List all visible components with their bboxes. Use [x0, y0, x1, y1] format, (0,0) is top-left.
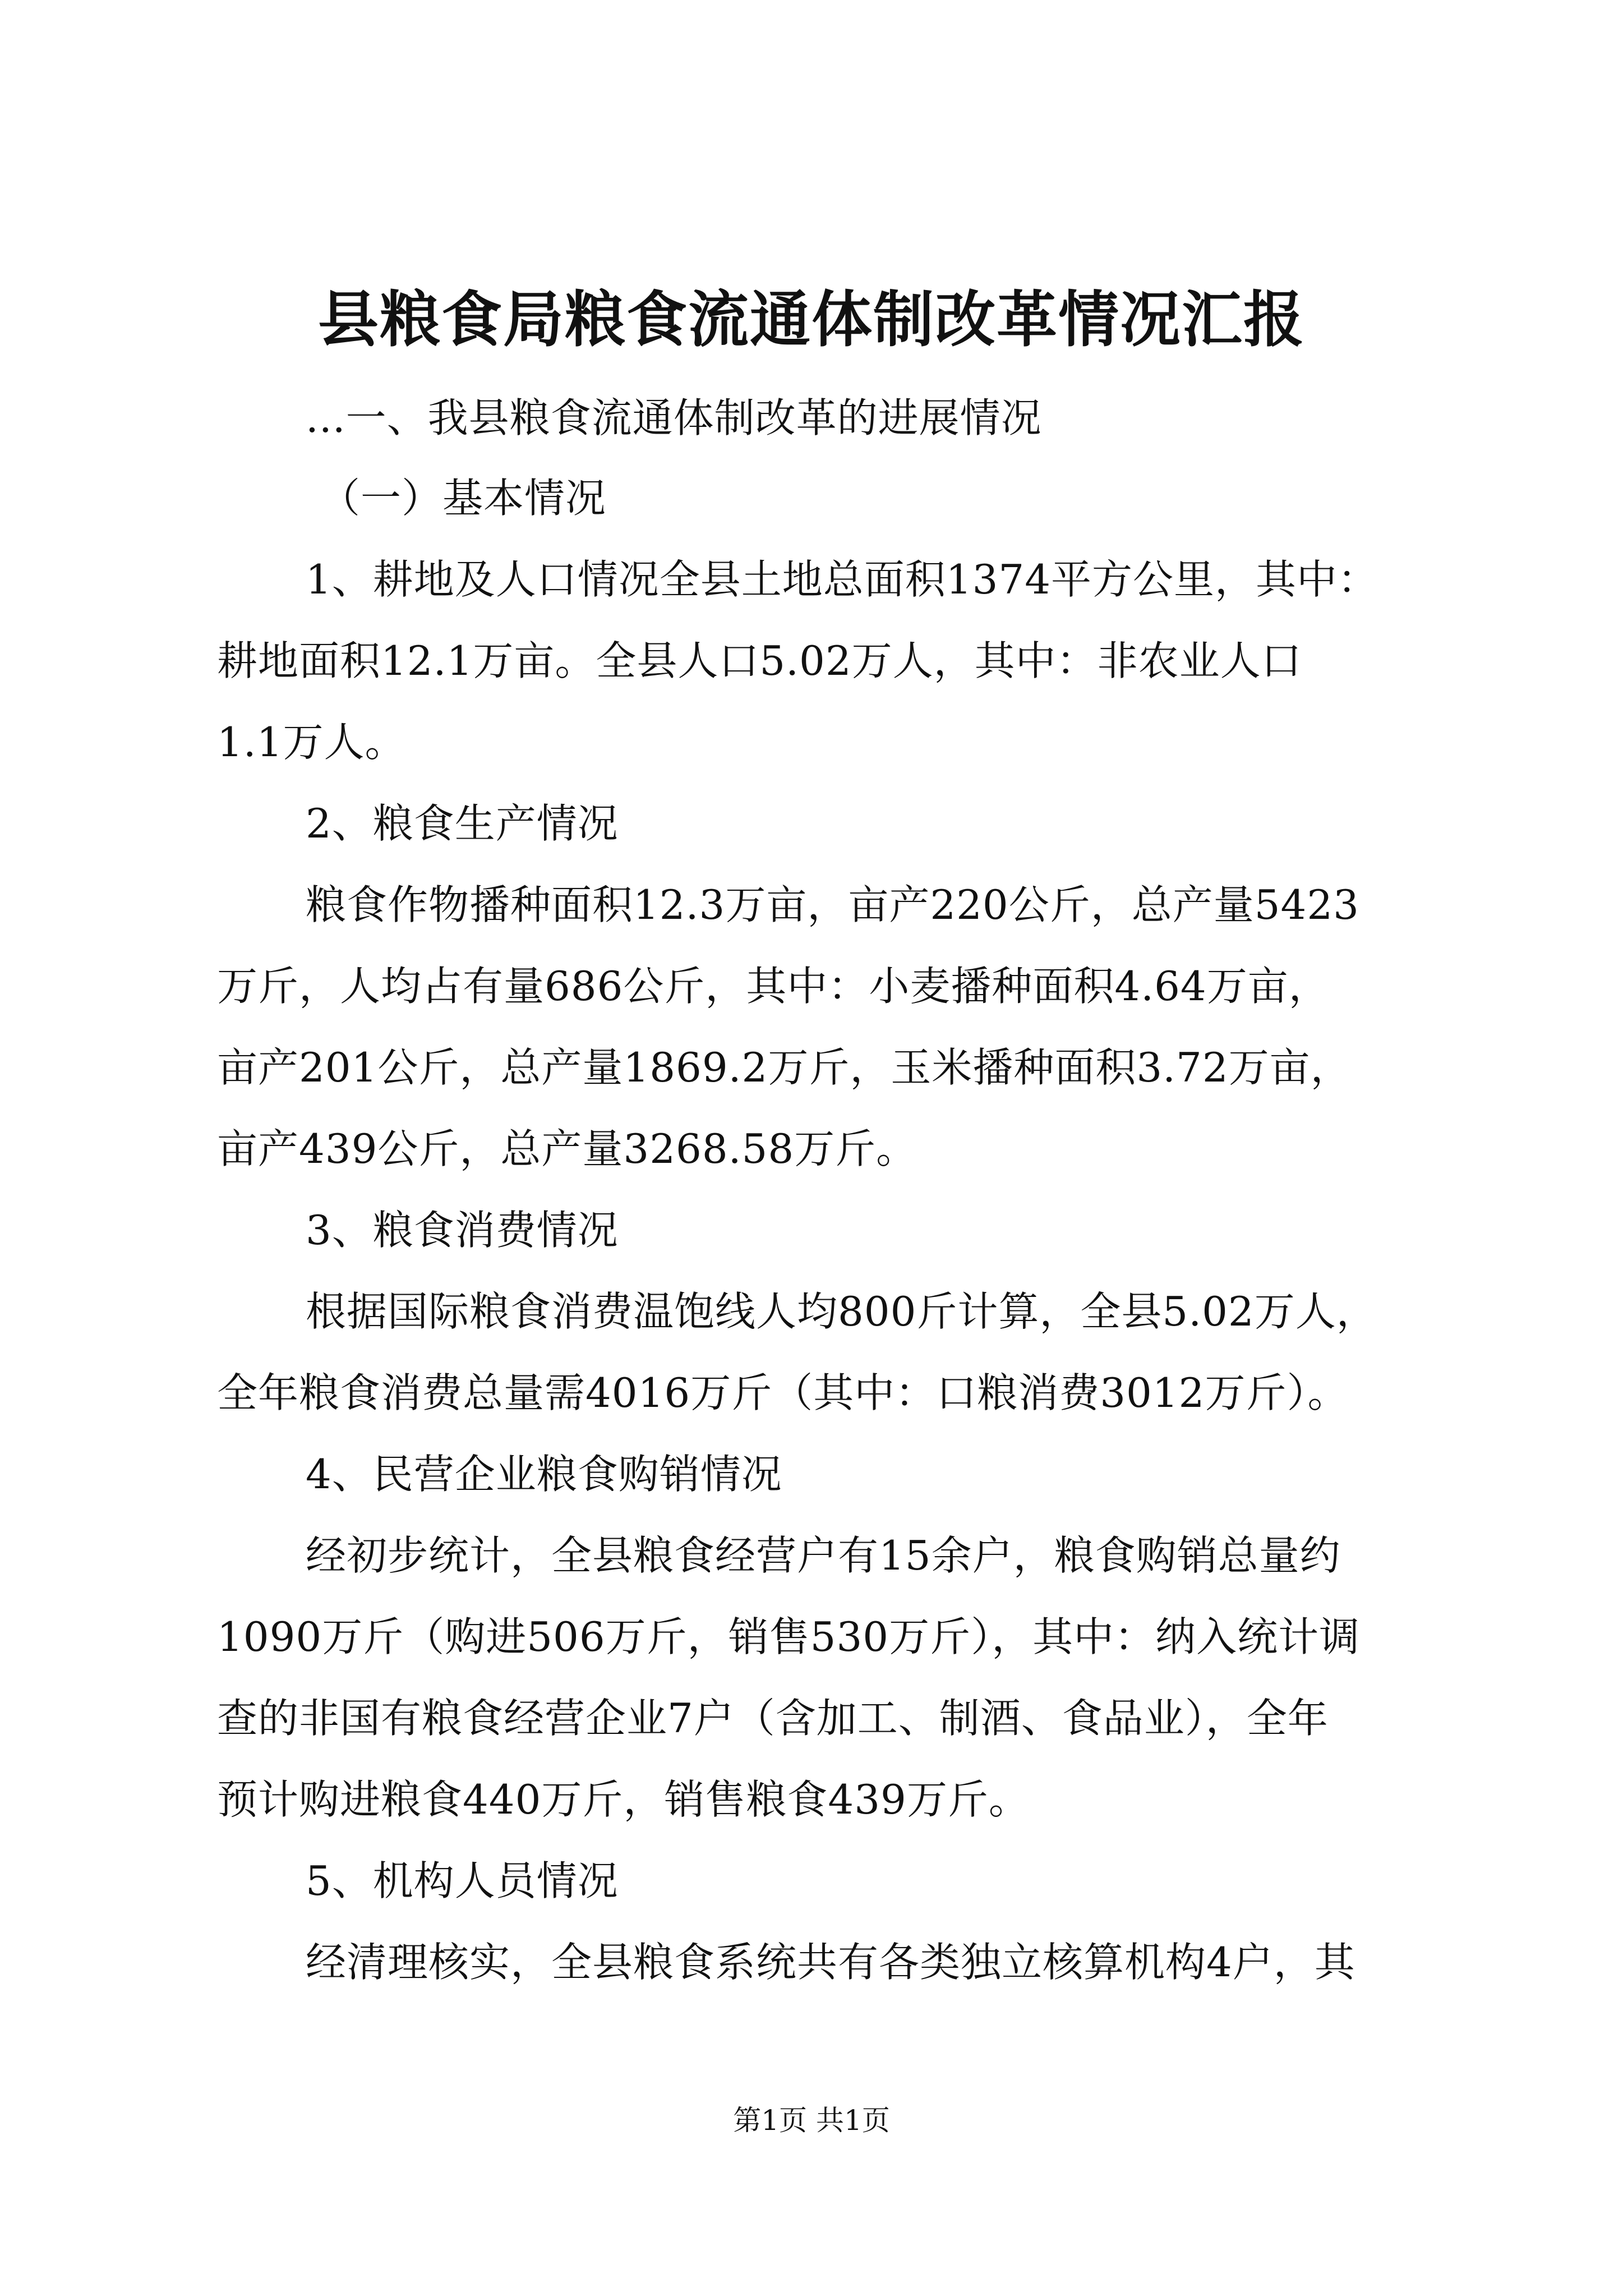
paragraph-line: 粮食作物播种面积12.3万亩，亩产220公斤，总产量5423	[306, 881, 1359, 928]
paragraph-line: 经清理核实，全县粮食系统共有各类独立核算机构4户，其	[306, 1939, 1355, 1986]
paragraph-line: 1、耕地及人口情况全县土地总面积1374平方公里，其中：	[306, 556, 1379, 603]
paragraph-line: 1.1万人。	[217, 719, 406, 766]
page-footer: 第1页 共1页	[733, 2104, 890, 2137]
paragraph-line: 亩产201公斤，总产量1869.2万斤，玉米播种面积3.72万亩，	[217, 1044, 1352, 1091]
section-heading: ...一、我县粮食流通体制改革的进展情况	[306, 394, 1042, 441]
paragraph-line: 1090万斤（购进506万斤，销售530万斤），其中：纳入统计调	[217, 1613, 1361, 1660]
paragraph-line: 查的非国有粮食经营企业7户（含加工、制酒、食品业），全年	[217, 1695, 1329, 1742]
subsection-heading: （一）基本情况	[320, 475, 607, 522]
paragraph-line: 万斤，人均占有量686公斤，其中：小麦播种面积4.64万亩，	[217, 963, 1330, 1010]
item-heading: 5、机构人员情况	[306, 1857, 619, 1904]
paragraph-line: 根据国际粮食消费温饱线人均800斤计算，全县5.02万人，	[306, 1288, 1377, 1335]
paragraph-line: 亩产439公斤，总产量3268.58万斤。	[217, 1125, 917, 1172]
paragraph-line: 经初步统计，全县粮食经营户有15余户，粮食购销总量约	[306, 1532, 1341, 1579]
document-title: 县粮食局粮食流通体制改革情况汇报	[317, 284, 1305, 355]
item-heading: 3、粮食消费情况	[306, 1207, 619, 1254]
item-heading: 4、民营企业粮食购销情况	[306, 1451, 782, 1498]
paragraph-line: 全年粮食消费总量需4016万斤（其中：口粮消费3012万斤）。	[217, 1369, 1349, 1416]
paragraph-line: 耕地面积12.1万亩。全县人口5.02万人，其中：非农业人口	[217, 637, 1302, 684]
paragraph-line: 预计购进粮食440万斤，销售粮食439万斤。	[217, 1776, 1030, 1823]
item-heading: 2、粮食生产情况	[306, 800, 619, 847]
